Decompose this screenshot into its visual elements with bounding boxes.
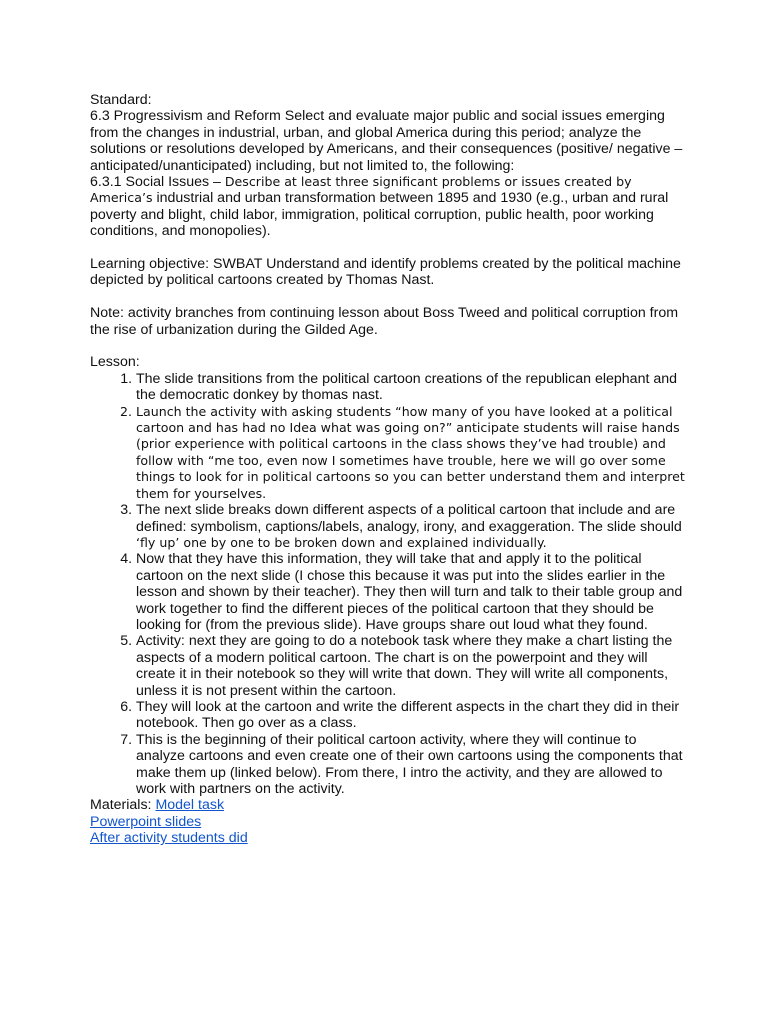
standard-6-3-text: 6.3 Progressivism and Reform Select and evaluate major public and social issues emerging from the changes in industrial, urban, and global America during this period; analyze the solutions or resolutions developed by Americans, and their consequences (positive/ negative – anticipated/unanticipated) including, but not limited to, the following:	[90, 108, 683, 174]
standard-6-3-1-alt: Describe at least three significant problems or issues created by America’s	[90, 174, 632, 206]
after-activity-link[interactable]: After activity students did	[90, 830, 248, 847]
materials-line	[90, 830, 685, 846]
materials-label: Materials:	[90, 797, 156, 814]
standard-6-3-1-prefix: 6.3.1 Social Issues –	[90, 174, 225, 191]
powerpoint-slides-link[interactable]: Powerpoint slides	[90, 813, 202, 830]
lesson-heading: Lesson:	[90, 354, 140, 371]
lesson-step	[136, 502, 685, 551]
learning-objective: Learning objective: SWBAT Understand and identify problems created by the political machine depicted by political cartoons created by Thomas Nast.	[90, 256, 681, 289]
lesson-step: 1. The slide transitions from the political cartoon creations of the republican elephant and the democratic donkey by thomas nast.	[136, 371, 685, 404]
model-task-link[interactable]: Model task	[155, 797, 225, 814]
lesson-steps	[90, 371, 685, 798]
document-body	[90, 92, 685, 847]
lesson-step-text-alt: ‘fly up’ one by one to be broken down and explained individually.	[136, 534, 547, 550]
lesson-step: 7. This is the beginning of their political cartoon activity, where they will continue to analyze cartoons and even create one of their own cartoons using the components that make them up (linked below). From there, I intro the activity, and they are allowed to work with partners on the activity.	[136, 732, 685, 798]
standard-6-3-1-text	[90, 174, 685, 240]
lesson-step: 6. They will look at the cartoon and write the different aspects in the chart they did in their notebook. Then go over as a class.	[136, 699, 685, 732]
lesson-note: Note: activity branches from continuing lesson about Boss Tweed and political corruption from the rise of urbanization during the Gilded Age.	[90, 305, 679, 338]
lesson-step: 4. Now that they have this information, they will take that and apply it to the political cartoon on the next slide (I chose this because it was put into the slides earlier in the lesson and shown by their teacher). They then will turn and talk to their table group and work together to find the different pieces of the political cartoon that they should be looking for (from the previous slide). Have groups share out loud what they found.	[136, 551, 685, 633]
lesson-step: 5. Activity: next they are going to do a notebook task where they make a chart listing the aspects of a modern political cartoon. The chart is on the powerpoint and they will create it in their notebook so they will write that down. They will write all components, unless it is not present within the cartoon.	[136, 633, 685, 699]
standard-6-3-1-rest: industrial and urban transformation between 1895 and 1930 (e.g., urban and rural poverty and blight, child labor, immigration, political corruption, public health, poor working conditions, and monopolies).	[90, 190, 669, 240]
materials-line	[90, 797, 685, 813]
materials-line	[90, 814, 685, 830]
standard-heading: Standard:	[90, 92, 152, 108]
lesson-step-text: The next slide breaks down different aspects of a political cartoon that include and are defined: symbolism, captions/labels, analogy, irony, and exaggeration. The slide should	[136, 502, 682, 535]
lesson-step: 2. Launch the activity with asking students “how many of you have looked at a political cartoon and has had no Idea what was going on?” anticipate students will raise hands (prior experience with political cartoons in the class shows they’ve had trouble) and follow with “me too, even now I sometimes have trouble, here we will go over some things to look for in political cartoons so you can better understand them and interpret them for yourselves.	[136, 404, 685, 502]
